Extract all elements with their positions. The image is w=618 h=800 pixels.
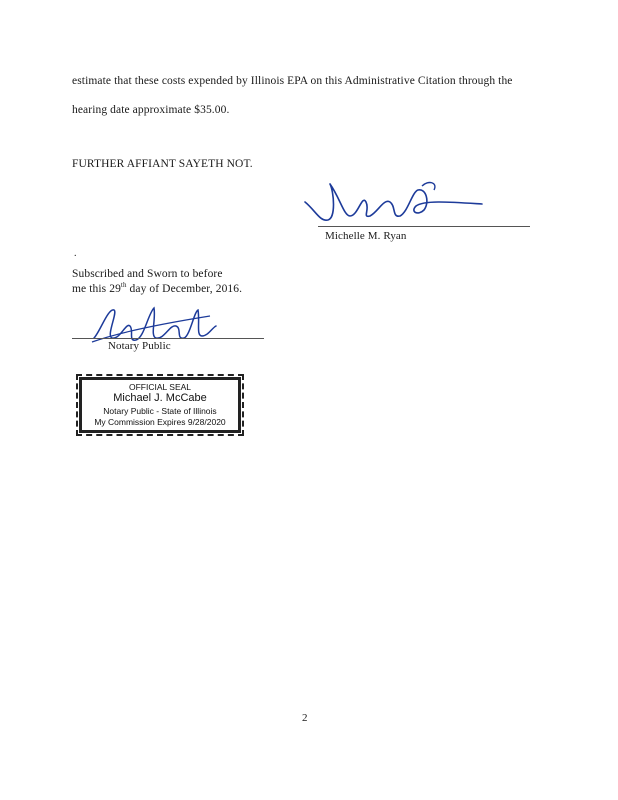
jurat-line-2 <box>72 283 242 295</box>
body-text-line-1: estimate that these costs expended by Illinois EPA on this Administrative Citation through the <box>72 75 513 87</box>
seal-notary-name: Michael J. McCabe <box>113 392 207 404</box>
affiant-signature-line <box>318 226 530 227</box>
seal-state-line: Notary Public - State of Illinois <box>103 406 217 416</box>
affiant-name: Michelle M. Ryan <box>325 230 407 242</box>
seal-title: OFFICIAL SEAL <box>128 382 192 392</box>
notary-signature-line <box>72 338 264 339</box>
jurat-ordinal-suffix: th <box>120 281 127 290</box>
further-affiant-text: FURTHER AFFIANT SAYETH NOT. <box>72 158 253 170</box>
body-text-line-2: hearing date approximate $35.00. <box>72 104 230 116</box>
affiant-signature <box>300 172 490 232</box>
jurat-line-2-suffix: day of December, 2016. <box>126 283 243 295</box>
official-seal-stamp <box>76 374 244 436</box>
notary-public-label: Notary Public <box>108 340 171 352</box>
jurat-line-1: Subscribed and Sworn to before <box>72 268 223 280</box>
page-number: 2 <box>302 712 308 724</box>
jurat-line-2-prefix: me this 29 <box>72 283 121 295</box>
stray-mark: . <box>74 248 77 259</box>
seal-expiration-line: My Commission Expires 9/28/2020 <box>94 417 226 427</box>
